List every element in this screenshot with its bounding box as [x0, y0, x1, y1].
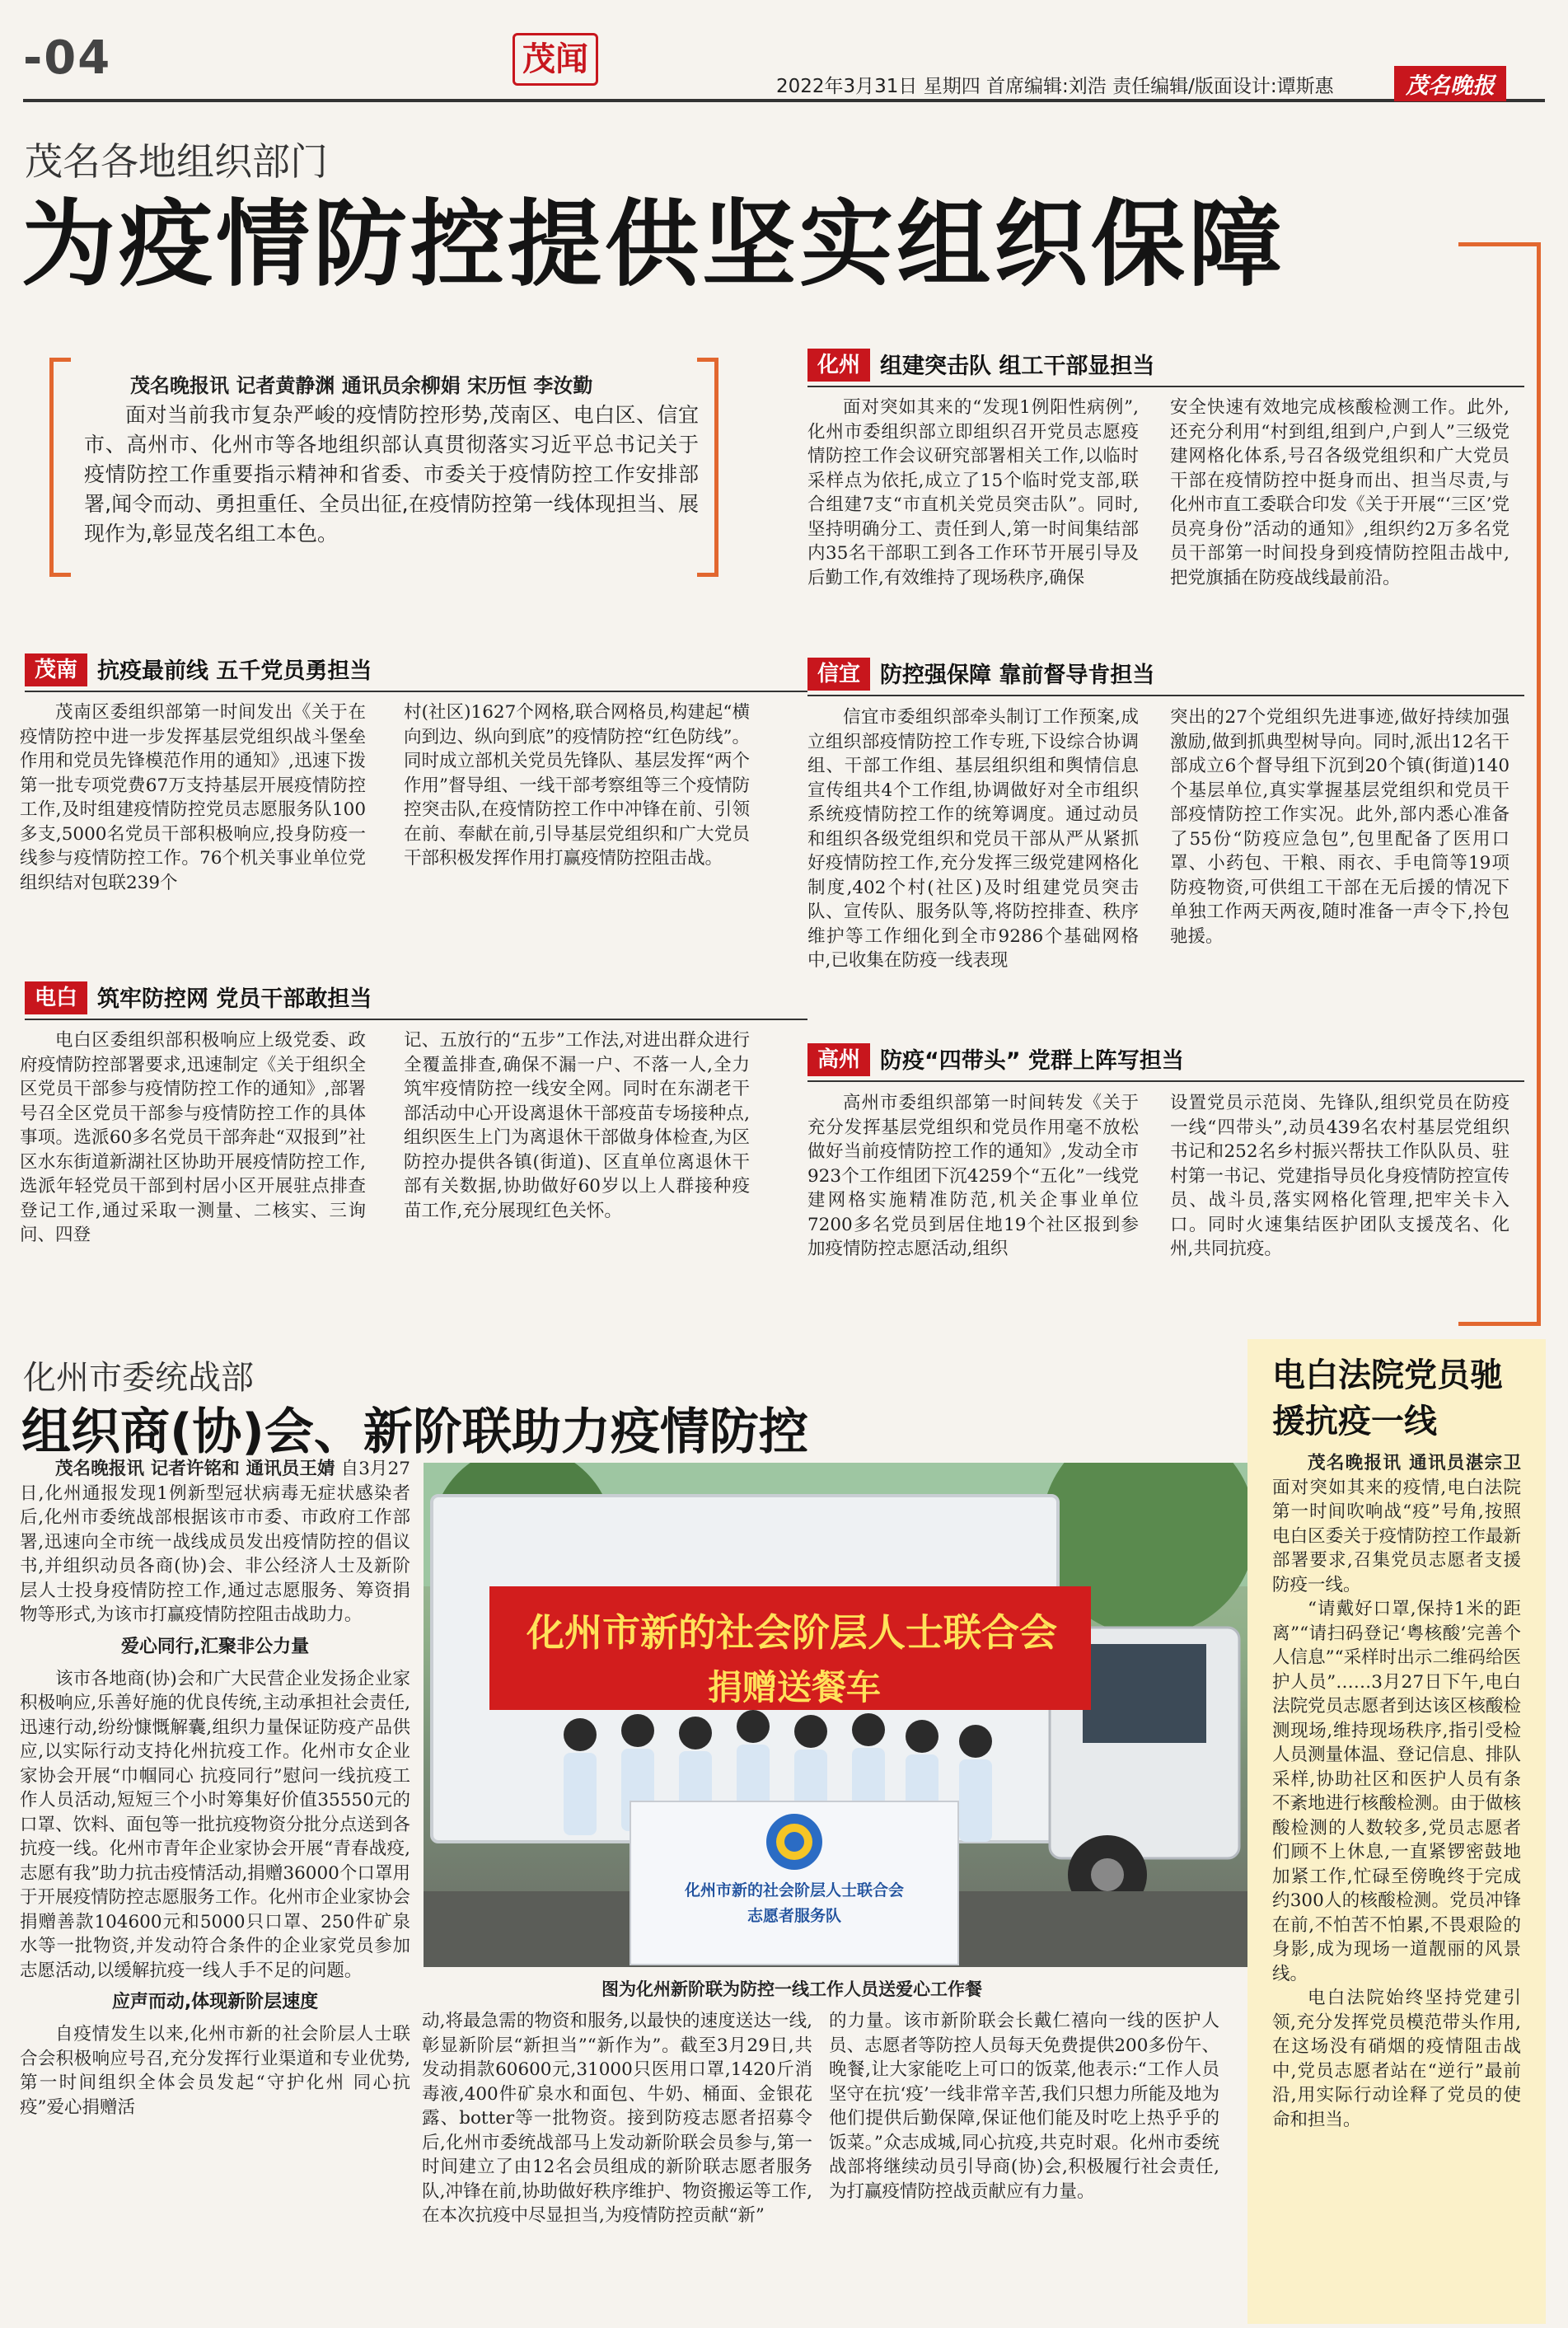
dateline: 2022年3月31日 星期四 首席编辑:刘浩 责任编辑/版面设计:谭斯惠: [776, 76, 1334, 97]
xinyi-col1: 信宜市委组织部牵头制订工作预案,成立组织部疫情防控工作专班,下设综合协调组、干部工作组、基层组织组和舆情信息宣传组共4个工作组,协调做好对全市组织系统疫情防控工作的统筹调度。通过动员和组织各级党组织和党员干部从严从紧抓好疫情防控工作,充分发挥三级党建网格化制度,402个村(社区)及时组建党员突击队、宣传队、服务队等,将防控排查、秩序维护等工作细化到全市9286个基础网格中,已收集在防疫一线表现: [807, 707, 1139, 971]
story2-subhead2: 应声而动,体现新阶层速度: [111, 1992, 319, 2012]
photo-flag-text1: 化州市新的社会阶层人士联合会: [684, 1881, 904, 1899]
story2-col1: [20, 1457, 410, 2120]
section-tag: 茂南: [25, 653, 87, 686]
photo-banner-2: 捐赠送餐车: [707, 1667, 881, 1707]
photo-flag: [630, 1801, 959, 1965]
page-number: -04: [23, 31, 112, 85]
section-title: 组建突击队 组工干部显担当: [880, 354, 1155, 379]
dianbai-col1: 电白区委组织部积极响应上级党委、政府疫情防控部署要求,迅速制定《关于组织全区党员干部参与疫情防控工作的通知》,部署号召全区党员干部参与疫情防控工作的具体事项。选派60多名党员干部奔赴“双报到”社区水东街道新湖社区协助开展疫情防控工作,选派年轻党员干部到村居小区开展驻点排查登记工作,通过采取一测量、二核实、三询问、四登: [20, 1030, 366, 1245]
story2-para1: [20, 1457, 410, 1628]
story1-kicker: 茂名各地组织部门: [25, 139, 328, 184]
brand-logo: 茂名晚报: [1394, 66, 1506, 101]
huazhou-col2: 安全快速有效地完成核酸检测工作。此外,还充分利用“村到组,组到户,户到人”三级党建网格化体系,号召各级党组织和广大党员干部在疫情防控中挺身而出、担当尽责,与化州市直工委联合印发《关于开展“‘三区’党员亮身份”活动的通知》,组织约2万多名党员干部第一时间投身到疫情防控阻击战中,把党旗插在防疫战线最前沿。: [1170, 397, 1509, 588]
maonan-col2: 村(社区)1627个网格,联合网格员,构建起“横向到边、纵向到底”的疫情防控“红色防线”。同时成立部机关党员先锋队、基层发挥“两个作用”督导组、一线干部考察组等三个疫情防控突击队,在疫情防控工作中冲锋在前、引领在前、奉献在前,引导基层党组织和广大党员干部积极发挥作用打赢疫情防控阻击战。: [404, 702, 750, 869]
story2-byline: 茂名晚报讯 记者许铭和 通讯员王婧: [55, 1459, 335, 1479]
story2-para1-text: 自3月27日,化州通报发现1例新型冠状病毒无症状感染者后,化州市委统战部根据该市市委、市政府工作部署,迅速向全市统一战线成员发出疫情防控的倡议书,并组织动员各商(协)会、非公经济人士及新阶层人士投身疫情防控工作,通过志愿服务、筹资捐物等形式,为该市打赢疫情防控阻击战助力。: [20, 1459, 410, 1625]
story1-headline: 为疫情防控提供坚实组织保障: [21, 190, 1286, 299]
flag-emblem-icon: [761, 1809, 827, 1875]
story3-byline: 茂名晚报讯 通讯员湛宗卫: [1308, 1453, 1521, 1473]
gaozhou-col1: 高州市委组织部第一时间转发《关于充分发挥基层党组织和党员作用毫不放松做好当前疫情防控工作的通知》,发动全市923个工作组团下沉4259个“五化”一线党建网格实施精准防范,机关企事业单位7200多名党员到居住地19个社区报到参加疫情防控志愿活动,组织: [807, 1093, 1139, 1259]
story3-body1: [1272, 1451, 1521, 1597]
section-tag: 信宜: [807, 658, 870, 691]
story3-headline: 电白法院党员驰援抗疫一线: [1272, 1356, 1503, 1440]
story2-para2: 该市各地商(协)会和广大民营企业发扬企业家积极响应,乐善好施的优良传统,主动承担社会责任,迅速行动,纷纷慷慨解囊,组织力量保证防疫产品供应,以实际行动支持化州抗疫工作。化州市女企业家协会开展“巾帼同心 抗疫同行”慰问一线抗疫工作人员活动,短短三个小时筹集好价值35550元的口罩、饮料、面包等一批抗疫物资分批分点送到各抗疫一线。化州市青年企业家协会开展“青春战疫,志愿有我”助力抗击疫情活动,捐赠36000个口罩用于开展疫情防控志愿服务工作。化州市企业家协会捐赠善款104600元和5000只口罩、250件矿泉水等一批物资,并发动符合条件的企业家党员参加志愿活动,以缓解抗疫一线人手不足的问题。: [20, 1668, 410, 1981]
story1-lead: 面对当前我市复杂严峻的疫情防控形势,茂南区、电白区、信宜市、高州市、化州市等各地组织部认真贯彻落实习近平总书记关于疫情防控工作重要指示精神和省委、市委关于疫情防控工作安排部署,闻令而动、勇担重任、全员出征,在疫情防控第一线体现担当、展现作为,彰显茂名组工本色。: [84, 403, 699, 546]
story2-para3: 自疫情发生以来,化州市新的社会阶层人士联合会积极响应号召,充分发挥行业渠道和专业优势,第一时间组织全体会员发起“守护化州 同心抗疫”爱心捐赠活: [20, 2024, 410, 2118]
photo-banner: 化州市新的社会阶层人士联合会: [527, 1610, 1057, 1655]
story2-headline: 组织商(协)会、新阶联助力疫情防控: [21, 1403, 808, 1461]
section-xinyi-header: [807, 655, 1524, 696]
story3-sidebar: [1247, 1339, 1546, 2324]
section-tag: 高州: [807, 1043, 870, 1076]
story2-col2: 动,将最急需的物资和服务,以最快的速度送达一线,彰显新阶层“新担当”“新作为”。截至3月29日,共发动捐款60600元,31000只医用口罩,1420斤消毒液,400件矿泉水和面包、牛奶、桶面、金银花露、botter等一批物资。接到防疫志愿者招募令后,化州市委统战部马上发动新阶联会员参与,第一时间建立了由12名会员组成的新阶联志愿者服务队,冲锋在前,协助做好秩序维护、物资搬运等工作,在本次抗疫中尽显担当,为疫情防控贡献“新”: [422, 2011, 812, 2226]
photo-flag-text2: 志愿者服务队: [747, 1907, 841, 1925]
section-maonan-header: [25, 651, 807, 692]
section-huazhou-header: [807, 346, 1524, 387]
lead-bracket: [49, 358, 71, 577]
section-logo: 茂闻: [513, 33, 598, 86]
xinyi-col2: 突出的27个党组织先进事迹,做好持续加强激励,做到抓典型树导向。同时,派出12名干部成立6个督导组下沉到20个镇(街道)140个基层单位,真实掌握基层党组织和党员干部疫情防控工作实况。此外,部内悉心准备了55份“防疫应急包”,包里配备了医用口罩、小药包、干粮、雨衣、手电筒等19项防疫物资,可供组工干部在无后援的情况下单独工作两天两夜,随时准备一声令下,拎包驰援。: [1170, 707, 1509, 947]
dianbai-col2: 记、五放行的“五步”工作法,对进出群众进行全覆盖排查,确保不漏一户、不落一人,全力筑牢疫情防控一线安全网。同时在东湖老干部活动中心开设离退休干部疫苗专场接种点,组织医生上门为离退休干部做身体检查,为区防控办提供各镇(街道)、区直单位离退休干部有关数据,协助做好60岁以上人群接种疫苗工作,充分展现红色关怀。: [404, 1030, 750, 1221]
story2-col3: 的力量。该市新阶联会长戴仁禧向一线的医护人员、志愿者等防控人员每天免费提供200多份午、晚餐,让大家能吃上可口的饭菜,他表示:“工作人员坚守在抗‘疫’一线非常辛苦,我们只想力所能及地为他们提供后勤保障,保证他们能及时吃上热乎乎的饭菜。”众志成城,同心抗疫,共克时艰。化州市委统战部将继续动员引导商(协)会,积极履行社会责任,为打赢疫情防控战贡献应有力量。: [829, 2011, 1219, 2202]
section-dianbai-header: [25, 979, 807, 1020]
lead-box: [84, 371, 699, 549]
gaozhou-col2: 设置党员示范岗、先锋队,组织党员在防疫一线“四带头”,动员439名农村基层党组织书记和252名乡村振兴帮扶工作队队员、驻村第一书记、党建指导员化身疫情防控宣传员、战斗员,落实网格化管理,把牢关卡入口。同时火速集结医护团队支援茂名、化州,共同抗疫。: [1170, 1093, 1509, 1259]
story2-photo: [424, 1463, 1247, 1967]
story3-body2: “请戴好口罩,保持1米的距离”“请扫码登记‘粤核酸’完善个人信息”“采样时出示二维码给医护人员”……3月27日下午,电白法院党员志愿者到达该区核酸检测现场,维持现场秩序,指引受检人员测量体温、登记信息、排队采样,协助社区和医护人员有条不紊地进行核酸检测。由于做核酸检测的人数较多,党员志愿者们顾不上休息,一直紧锣密鼓地加紧工作,忙碌至傍晚终于完成约300人的核酸检测。党员冲锋在前,不怕苦不怕累,不畏艰险的身影,成为现场一道靓丽的风景线。: [1272, 1599, 1521, 1984]
story1-byline: 茂名晚报讯 记者黄静渊 通讯员余柳娟 宋历恒 李汝勤: [130, 374, 593, 397]
section-title: 筑牢防控网 党员干部敢担当: [97, 986, 372, 1012]
story2-kicker: 化州市委统战部: [23, 1359, 254, 1397]
section-title: 防疫“四带头” 党群上阵写担当: [880, 1048, 1184, 1074]
lead-bracket-right: [697, 358, 718, 577]
story3-body1-text: 面对突如其来的疫情,电白法院第一时间吹响战“疫”号角,按照电白区委关于疫情防控工作最新部署要求,召集党员志愿者支援防疫一线。: [1272, 1477, 1521, 1595]
huazhou-col1: 面对突如其来的“发现1例阳性病例”,化州市委组织部立即组织召开党员志愿疫情防控工作会议研究部署相关工作,以临时采样点为依托,成立了15个临时党支部,联合组建7支“市直机关党员突击队”。同时,坚持明确分工、责任到人,第一时间集结部内35名干部职工到各工作环节开展引导及后勤工作,有效维持了现场秩序,确保: [807, 397, 1139, 588]
section-title: 防控强保障 靠前督导肯担当: [880, 663, 1155, 688]
section-title: 抗疫最前线 五千党员勇担当: [97, 658, 372, 684]
maonan-col1: 茂南区委组织部第一时间发出《关于在疫情防控中进一步发挥基层党组织战斗堡垒作用和党员先锋模范作用的通知》,迅速下拨第一批专项党费67万支持基层开展疫情防控工作,及时组建疫情防控党员志愿服务队100多支,5000名党员干部积极响应,投身防疫一线参与疫情防控工作。76个机关事业单位党组织结对包联239个: [20, 702, 366, 893]
story2-subhead1: 爱心同行,汇聚非公力量: [120, 1636, 310, 1657]
section-tag: 电白: [25, 981, 87, 1014]
section-gaozhou-header: [807, 1041, 1524, 1082]
header-rule: [23, 99, 1545, 102]
photo-caption: 图为化州新阶联为防控一线工作人员送爱心工作餐: [601, 1979, 982, 1999]
story3-body3: 电白法院始终坚持党建引领,充分发挥党员模范带头作用,在这场没有硝烟的疫情阻击战中,党员志愿者站在“逆行”最前沿,用实际行动诠释了党员的使命和担当。: [1272, 1988, 1521, 2130]
section-tag: 化州: [807, 349, 870, 382]
